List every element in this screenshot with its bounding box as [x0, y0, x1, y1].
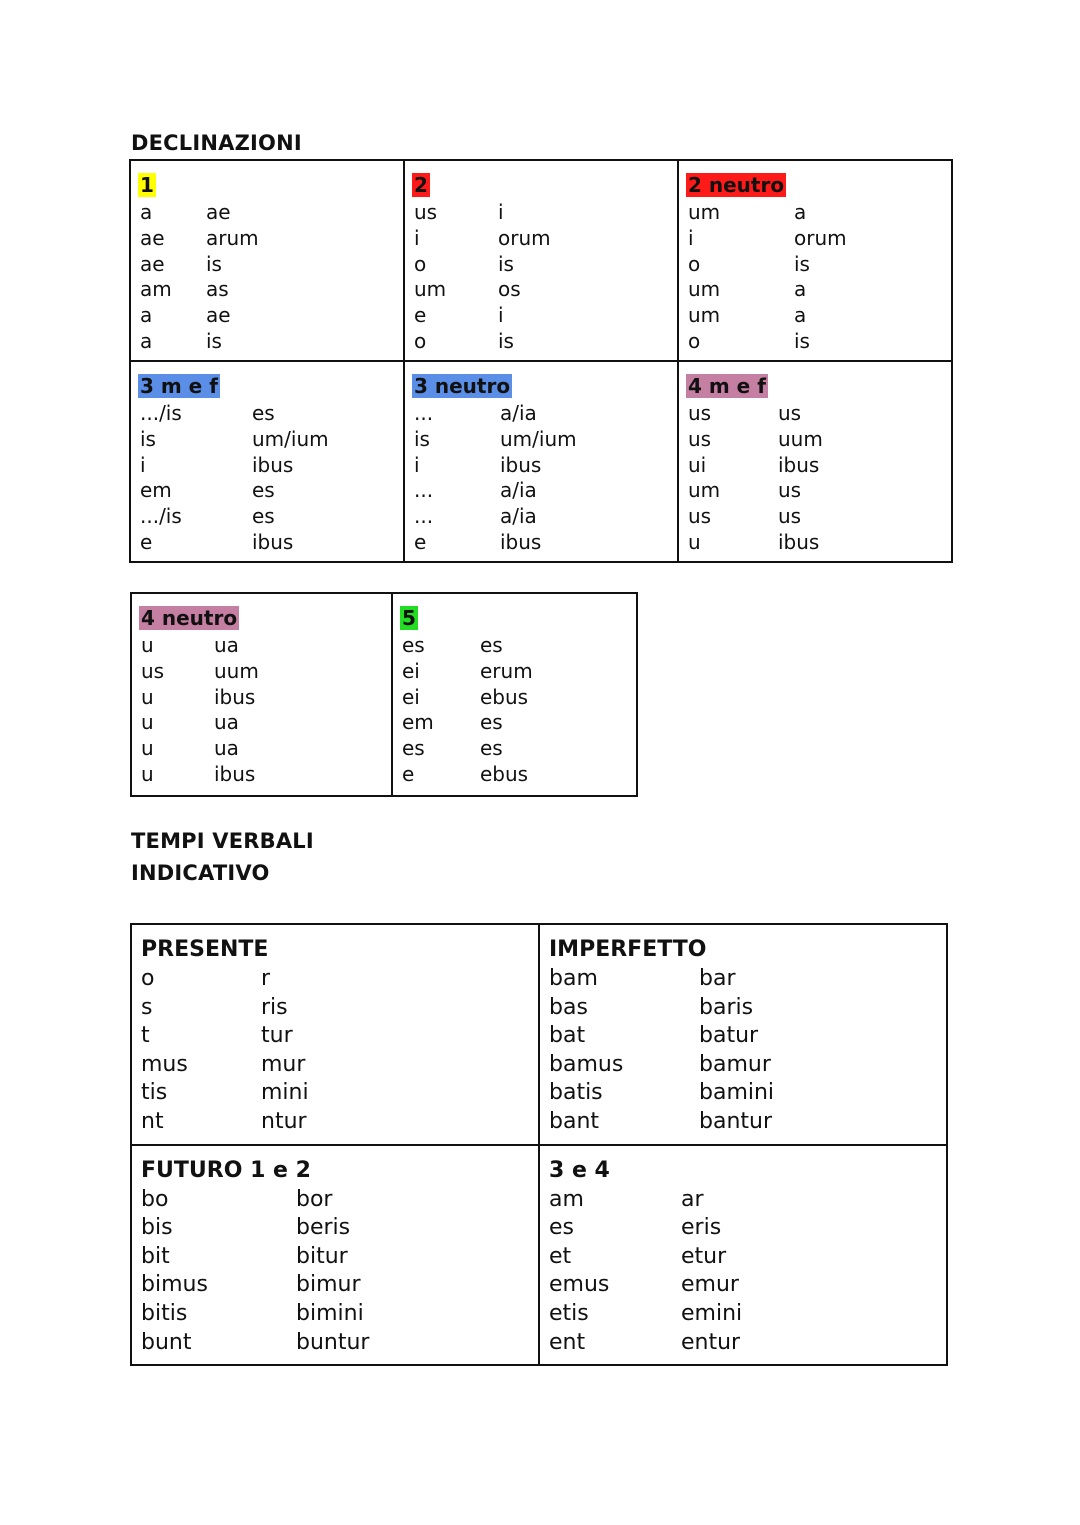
active-ending: s — [141, 994, 153, 1020]
passive-ending: bor — [296, 1186, 333, 1212]
declension-cell — [678, 361, 952, 562]
declension-label: 3 m e f — [140, 374, 218, 398]
plural-ending: erum — [480, 658, 533, 683]
active-ending: bunt — [141, 1329, 192, 1355]
active-ending: bo — [141, 1186, 169, 1212]
singular-ending: us — [688, 426, 712, 451]
active-ending: mus — [141, 1051, 188, 1077]
passive-ending: batur — [699, 1023, 759, 1049]
singular-ending: a — [140, 200, 153, 224]
declension-label: 2 neutro — [688, 173, 785, 197]
singular-ending: um — [414, 277, 447, 302]
declension-cell — [404, 160, 678, 361]
plural-ending: es — [480, 710, 503, 735]
plural-ending: a — [794, 277, 807, 302]
declension-cell — [130, 361, 404, 562]
singular-ending: es — [402, 736, 425, 761]
passive-ending: buntur — [296, 1329, 370, 1355]
plural-ending: ibus — [252, 452, 294, 477]
declinazioni-heading: DECLINAZIONI — [131, 131, 302, 155]
passive-ending: mur — [261, 1051, 306, 1077]
tempi-verbali-heading: TEMPI VERBALI — [131, 829, 314, 853]
plural-ending: is — [794, 329, 810, 353]
plural-ending: us — [778, 504, 802, 529]
plural-ending: ua — [214, 633, 239, 657]
singular-ending: um — [688, 478, 721, 503]
singular-ending: e — [402, 762, 415, 786]
plural-ending: ua — [214, 736, 239, 761]
passive-ending: mini — [261, 1080, 309, 1106]
passive-ending: etur — [681, 1243, 727, 1269]
singular-ending: o — [688, 329, 701, 353]
passive-ending: beris — [296, 1215, 351, 1241]
passive-ending: ris — [261, 994, 288, 1020]
singular-ending: um — [688, 303, 721, 328]
passive-ending: bantur — [699, 1109, 773, 1134]
plural-ending: ibus — [214, 684, 256, 709]
passive-ending: baris — [699, 994, 754, 1020]
passive-ending: entur — [681, 1329, 741, 1355]
declension-cell — [131, 593, 392, 796]
plural-ending: es — [480, 736, 503, 761]
singular-ending: ae — [140, 251, 165, 276]
singular-ending: e — [414, 303, 427, 328]
plural-ending: um/ium — [252, 426, 329, 451]
plural-ending: a/ia — [500, 478, 537, 503]
active-ending: bamus — [549, 1051, 624, 1077]
plural-ending: ebus — [480, 762, 529, 786]
active-ending: bit — [141, 1243, 170, 1269]
plural-ending: i — [498, 200, 504, 224]
declension-cell — [678, 160, 952, 361]
plural-ending: is — [498, 251, 514, 276]
active-ending: bant — [549, 1109, 600, 1134]
plural-ending: uum — [214, 658, 259, 683]
tense-cell — [539, 1145, 947, 1366]
plural-ending: ae — [206, 200, 231, 224]
singular-ending: a — [140, 329, 153, 353]
singular-ending: us — [688, 401, 712, 425]
tense-cell — [131, 924, 539, 1145]
passive-ending: bitur — [296, 1243, 348, 1269]
singular-ending: ei — [402, 684, 420, 709]
declension-label: 5 — [402, 606, 416, 630]
tense-table — [130, 923, 948, 1366]
active-ending: bis — [141, 1215, 173, 1241]
passive-ending: emur — [681, 1272, 739, 1298]
singular-ending: is — [140, 426, 156, 451]
plural-ending: a/ia — [500, 504, 537, 529]
singular-ending: ... — [414, 478, 434, 503]
singular-ending: u — [141, 710, 154, 735]
singular-ending: es — [402, 633, 425, 657]
plural-ending: ibus — [778, 452, 820, 477]
plural-ending: a — [794, 200, 807, 224]
passive-ending: bar — [699, 966, 736, 991]
passive-ending: eris — [681, 1215, 722, 1241]
singular-ending: um — [688, 200, 721, 224]
indicativo-heading: INDICATIVO — [131, 861, 270, 885]
tense-label: FUTURO 1 e 2 — [141, 1157, 311, 1183]
active-ending: tis — [141, 1080, 168, 1106]
plural-ending: a — [794, 303, 807, 328]
singular-ending: em — [140, 478, 172, 503]
plural-ending: arum — [206, 225, 259, 250]
declension-cell — [404, 361, 678, 562]
active-ending: bitis — [141, 1300, 188, 1326]
tense-cell — [539, 924, 947, 1145]
plural-ending: ua — [214, 710, 239, 735]
active-ending: bas — [549, 994, 588, 1020]
singular-ending: am — [140, 277, 172, 302]
active-ending: emus — [549, 1272, 610, 1298]
singular-ending: u — [141, 633, 154, 657]
singular-ending: i — [414, 452, 420, 477]
plural-ending: ibus — [252, 530, 294, 554]
plural-ending: us — [778, 478, 802, 503]
singular-ending: e — [414, 530, 427, 554]
passive-ending: emini — [681, 1300, 743, 1326]
plural-ending: um/ium — [500, 426, 577, 451]
plural-ending: es — [252, 504, 275, 529]
plural-ending: a/ia — [500, 401, 537, 425]
passive-ending: bamur — [699, 1051, 771, 1077]
passive-ending: bamini — [699, 1080, 775, 1106]
singular-ending: .../is — [140, 401, 182, 425]
plural-ending: as — [206, 277, 229, 302]
passive-ending: ar — [681, 1186, 704, 1212]
passive-ending: r — [261, 966, 271, 991]
singular-ending: e — [140, 530, 153, 554]
active-ending: t — [141, 1023, 150, 1049]
singular-ending: u — [141, 684, 154, 709]
plural-ending: uum — [778, 426, 823, 451]
tense-label: IMPERFETTO — [549, 937, 707, 962]
plural-ending: orum — [498, 225, 551, 250]
declension-cell — [130, 160, 404, 361]
singular-ending: ... — [414, 401, 434, 425]
active-ending: ent — [549, 1329, 586, 1355]
declension-label: 1 — [140, 173, 154, 197]
tense-label: PRESENTE — [141, 937, 269, 962]
singular-ending: ae — [140, 225, 165, 250]
plural-ending: es — [252, 401, 275, 425]
declension-label: 4 m e f — [688, 374, 766, 398]
singular-ending: u — [141, 762, 154, 786]
singular-ending: ... — [414, 504, 434, 529]
singular-ending: i — [140, 452, 146, 477]
active-ending: bimus — [141, 1272, 208, 1298]
singular-ending: .../is — [140, 504, 182, 529]
active-ending: etis — [549, 1300, 589, 1326]
singular-ending: um — [688, 277, 721, 302]
active-ending: am — [549, 1186, 584, 1212]
plural-ending: i — [498, 303, 504, 328]
passive-ending: bimini — [296, 1300, 364, 1326]
plural-ending: ibus — [500, 530, 542, 554]
active-ending: et — [549, 1243, 572, 1269]
plural-ending: ibus — [500, 452, 542, 477]
plural-ending: es — [480, 633, 503, 657]
plural-ending: is — [498, 329, 514, 353]
tense-label: 3 e 4 — [549, 1157, 610, 1183]
singular-ending: em — [402, 710, 434, 735]
singular-ending: is — [414, 426, 430, 451]
passive-ending: ntur — [261, 1109, 307, 1134]
plural-ending: ebus — [480, 684, 529, 709]
active-ending: o — [141, 966, 155, 991]
passive-ending: tur — [261, 1023, 293, 1049]
singular-ending: ui — [688, 452, 707, 477]
declension-label: 4 neutro — [141, 606, 238, 630]
declension-cell — [392, 593, 637, 796]
active-ending: nt — [141, 1109, 164, 1134]
declension-label: 2 — [414, 173, 428, 197]
singular-ending: o — [688, 251, 701, 276]
active-ending: bam — [549, 966, 598, 991]
plural-ending: ae — [206, 303, 231, 328]
active-ending: es — [549, 1215, 574, 1241]
plural-ending: ibus — [778, 530, 820, 554]
singular-ending: i — [688, 225, 694, 250]
singular-ending: us — [414, 200, 438, 224]
plural-ending: es — [252, 478, 275, 503]
singular-ending: i — [414, 225, 420, 250]
active-ending: bat — [549, 1023, 586, 1049]
plural-ending: orum — [794, 225, 847, 250]
singular-ending: o — [414, 251, 427, 276]
singular-ending: a — [140, 303, 153, 328]
tense-cell — [131, 1145, 539, 1366]
declension-label: 3 neutro — [414, 374, 511, 398]
singular-ending: o — [414, 329, 427, 353]
singular-ending: u — [141, 736, 154, 761]
plural-ending: is — [794, 251, 810, 276]
plural-ending: is — [206, 329, 222, 353]
declension-table-secondary — [130, 592, 638, 797]
singular-ending: us — [688, 504, 712, 529]
declension-table-main — [129, 159, 953, 563]
singular-ending: u — [688, 530, 701, 554]
passive-ending: bimur — [296, 1272, 361, 1298]
plural-ending: us — [778, 401, 802, 425]
active-ending: batis — [549, 1080, 603, 1106]
plural-ending: os — [498, 277, 521, 302]
singular-ending: us — [141, 658, 165, 683]
singular-ending: ei — [402, 658, 420, 683]
plural-ending: is — [206, 251, 222, 276]
plural-ending: ibus — [214, 762, 256, 786]
